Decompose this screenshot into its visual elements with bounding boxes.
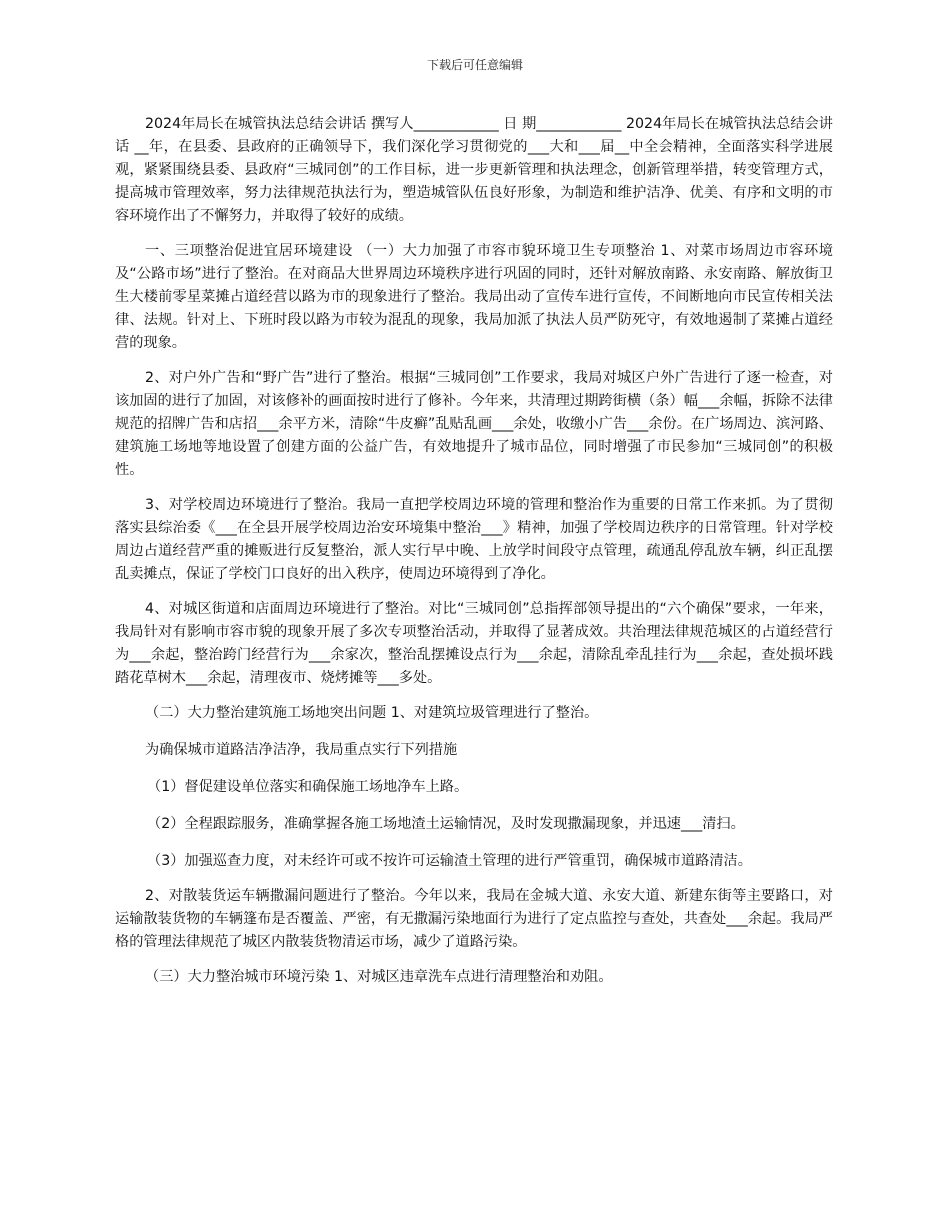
paragraph-item-2: 2、对户外广告和“野广告”进行了整治。根据“三城同创”工作要求，我局对城区户外广告进行了逐一检查，对该加固的进行了加固，对该修补的画面按时进行了修补。今年来，共清理过期跨街横（条）幅___余幅，拆除不法律规范的招牌广告和店招___余平方米，清除“牛皮癣”乱贴乱画___余处，收缴小广告___余份。在广场周边、滨河路、建筑施工场地等地设置了创建方面的公益广告，有效地提升了城市品位，同时增强了市民参加“三城同创”的积极性。	[115, 370, 833, 478]
paragraph-intro: 2024年局长在城管执法总结会讲话 撰写人____________ 日 期____________ 2024年局长在城管执法总结会讲话 __年，在县委、县政府的正确领导下，我们深化学习贯彻党的___大和___届__中全会精神，全面落实科学进展观，紧紧围绕县委、县政府“三城同创”的工作目标，进一步更新管理和执法理念，创新管理举措，转变管理方式，提高城市管理效率，努力法律规范执法行为，塑造城管队伍良好形象，为制造和维护洁净、优美、有序和文明的市容环境作出了不懈努力，并取得了较好的成绩。	[115, 116, 833, 224]
document-body	[115, 113, 833, 1003]
paragraph-measure-2: （2）全程跟踪服务，准确掌握各施工场地渣土运输情况，及时发现撒漏现象，并迅速___清扫。	[147, 816, 745, 832]
paragraph-measure-1: （1）督促建设单位落实和确保施工场地净车上路。	[147, 779, 469, 795]
paragraph-measures-intro: 为确保城市道路洁净洁净，我局重点实行下列措施	[145, 742, 458, 758]
paragraph-section-1: 一、三项整治促进宜居环境建设 （一）大力加强了市容市貌环境卫生专项整治 1、对菜市场周边市容环境及“公路市场”进行了整治。在对商品大世界周边环境秩序进行巩固的同时，还针对解放南路、永安南路、解放街卫生大楼前零星菜摊占道经营以路为市的现象进行了整治。我局出动了宣传车进行宣传，不间断地向市民宣传相关法律、法规。针对上、下班时段以路为市较为混乱的现象，我局加派了执法人员严防死守，有效地遏制了菜摊占道经营的现象。	[115, 243, 833, 351]
paragraph-subsection-3: （三）大力整治城市环境污染 1、对城区违章洗车点进行清理整治和劝阻。	[145, 969, 613, 985]
paragraph-bulk-cargo: 2、对散装货运车辆撒漏问题进行了整治。今年以来，我局在金城大道、永安大道、新建东街等主要路口，对运输散装货物的车辆篷布是否覆盖、严密，有无撒漏污染地面行为进行了定点监控与查处，共查处___余起。我局严格的管理法律规范了城区内散装货物清运市场，减少了道路污染。	[115, 888, 833, 950]
paragraph-item-4: 4、对城区街道和店面周边环境进行了整治。对比“三城同创”总指挥部领导提出的“六个确保”要求，一年来，我局针对有影响市容市貌的现象开展了多次专项整治活动，并取得了显著成效。共治理法律规范城区的占道经营行为___余起，整治跨门经营行为___余家次，整治乱摆摊设点行为___余起，清除乱牵乱挂行为___余起，查处损坏践踏花草树木___余起，清理夜市、烧烤摊等___多处。	[115, 601, 833, 686]
paragraph-item-3: 3、对学校周边环境进行了整治。我局一直把学校周边环境的管理和整治作为重要的日常工作来抓。为了贯彻落实县综治委《___在全县开展学校周边治安环境集中整治___》精神，加强了学校周边秩序的日常管理。针对学校周边占道经营严重的摊贩进行反复整治，派人实行早中晚、上放学时间段守点管理，疏通乱停乱放车辆，纠正乱摆乱卖摊点，保证了学校门口良好的出入秩序，使周边环境得到了净化。	[115, 497, 833, 582]
paragraph-subsection-2: （二）大力整治建筑施工场地突出问题 1、对建筑垃圾管理进行了整治。	[145, 705, 599, 721]
paragraph-measure-3: （3）加强巡查力度，对未经许可或不按许可运输渣土管理的进行严管重罚，确保城市道路清洁。	[147, 853, 752, 869]
header-note: 下载后可任意编辑	[426, 58, 523, 72]
